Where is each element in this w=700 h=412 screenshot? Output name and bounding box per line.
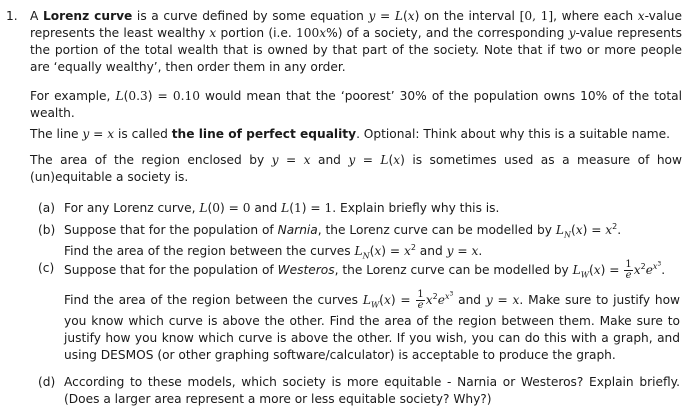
intro-paragraph-1: A Lorenz curve is a curve defined by some equation y = L(x) on the interval [0, 1], where each x-value represents the least wealthy x portion (i.e. 100x%) of a society, and the corresponding y-value represents the portion of the total wealth that is owned by that part of the society. Note that if two or more people are ‘equally wealthy’, then order them in any order. [30, 9, 683, 74]
part-b-text: Suppose that for the population of Narnia, the Lorenz curve can be modelled by $L_N(x) = x^2$. Find the area of the region between the curves $L_N(x) = x^2$ and y = x. [64, 221, 622, 261]
intro-paragraph-2: For example, L(0.3) = 0.10 would mean that the ‘poorest’ 30% of the population owns 10% of the total wealth. The line y = x is called the line of perfect equality. Optional: Think about why this is a suitable name. [30, 89, 683, 141]
part-c [38, 260, 680, 283]
part-b-label: (b) [38, 223, 56, 237]
part-a-text: For any Lorenz curve, L(0) = 0 and L(1) = 1. Explain briefly why this is. [64, 201, 500, 215]
part-c-line-1: Suppose that for the population of Westeros, the Lorenz curve can be modelled by $L_W(x)$ = $\frac{1}{e}$ $x^2e^{x^3}$. [64, 259, 666, 281]
part-c-line-2: Find the area of the region between the curves $L_W(x)$ = $\frac{1}{e}$ $x^2e^{x^3}$ and y = x. Make sure to justify how you know which curve is above the other. Find the area of the region between them. Make sure to justify how you know which curve is above the other. If you wish, you can do this with a graph, and using DESMOS (or other graphing software/calculator) is acceptable to produce the graph. [64, 289, 680, 363]
part-a-label: (a) [38, 201, 55, 215]
part-b [38, 222, 680, 265]
part-a [38, 200, 680, 217]
part-d-label: (d) [38, 375, 56, 389]
part-c-continued [38, 290, 680, 364]
intro-paragraph-3: The area of the region enclosed by y = x and y = L(x) is sometimes used as a measure of how (un)equitable a society is. [30, 153, 682, 184]
part-c-label: (c) [38, 261, 55, 275]
problem-number: 1. [6, 9, 18, 23]
part-d [38, 374, 680, 408]
part-d-text: According to these models, which society is more equitable - Narnia or Westeros? Explain briefly. (Does a larger area represent a more or less equitable society? Why?) [64, 375, 680, 406]
